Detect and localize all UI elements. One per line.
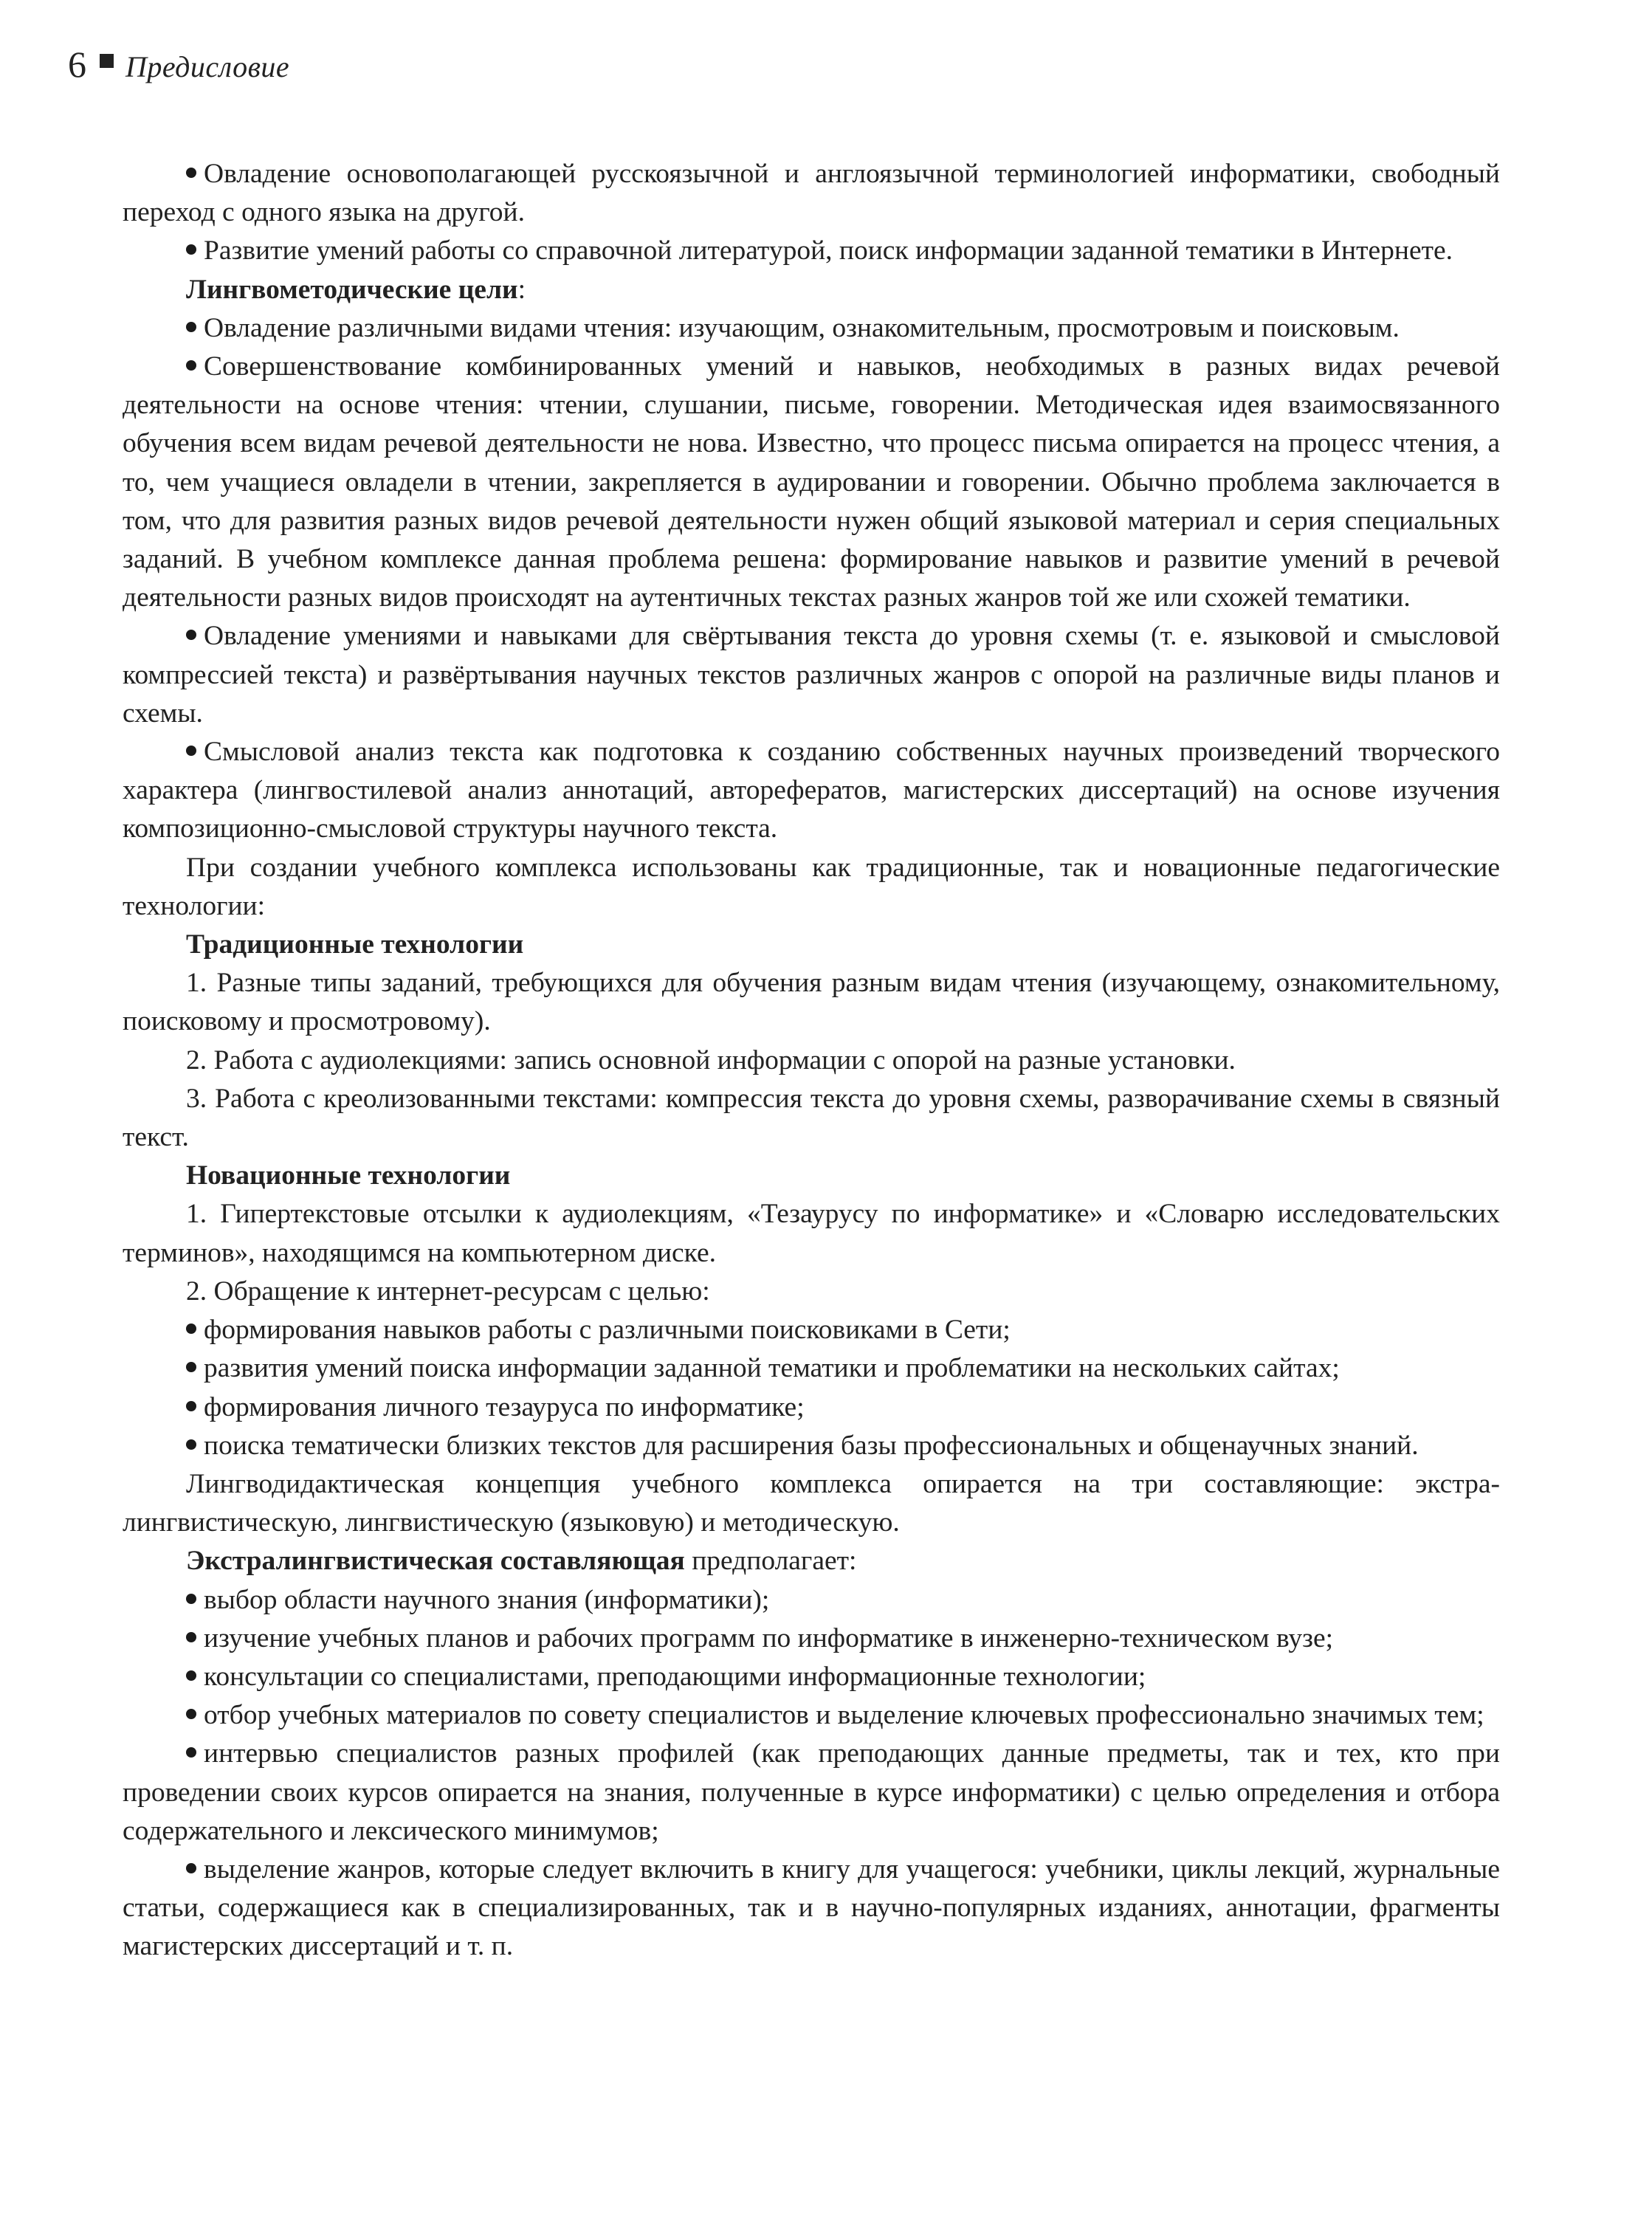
paragraph-text: Развитие умений работы со справочной литературой, поиск информации заданной тематики в Интернете. (204, 235, 1453, 266)
bullet-paragraph (123, 1388, 1500, 1427)
running-head (68, 46, 289, 83)
subheading-linguomethodical-goals (123, 271, 1500, 309)
paragraph-text: выделение жанров, которые следует включить в книгу для учащегося: учебники, циклы лекций, журнальные статьи, содержащиеся как в специализированных, так и в научно-популярных изданиях, аннотации, фрагменты магистерских диссертаций и т. п. (123, 1853, 1500, 1962)
paragraph-text: формирования навыков работы с различными поисковиками в Сети; (204, 1315, 1011, 1346)
subheading-traditional-technologies (123, 926, 1500, 964)
paragraph-text: Овладение различными видами чтения: изучающим, ознакомительным, просмотровым и поисковым. (204, 312, 1400, 343)
section-title: Предисловие (125, 50, 290, 83)
bullet-icon (186, 1709, 196, 1719)
paragraph-text: консультации со специалистами, преподающими информационные технологии; (204, 1661, 1146, 1692)
bullet-paragraph (123, 1696, 1500, 1735)
numbered-paragraph: 3. Работа с креолизованными текстами: компрессия текста до уровня схемы, разворачивание схемы в связный текст. (123, 1083, 1500, 1153)
bullet-icon (186, 1863, 196, 1873)
bullet-icon (186, 168, 196, 178)
bullet-paragraph (123, 1311, 1500, 1349)
plain-paragraph: При создании учебного комплекса использованы как традиционные, так и новационные педагогические технологии: (123, 852, 1500, 921)
bullet-paragraph (123, 617, 1500, 733)
bullet-paragraph (123, 1851, 1500, 1966)
page-body (123, 155, 1500, 1966)
paragraph-text: интервью специалистов разных профилей (как преподающих данные предметы, так и тех, кто при проведении своих курсов опирается на знания, полученные в курсе информатики) с целью определения и отбора содержательного и лексического минимумов; (123, 1738, 1500, 1846)
bullet-paragraph (123, 309, 1500, 348)
paragraph-text: изучение учебных планов и рабочих программ по информатике в инженерно-техническом вузе; (204, 1622, 1334, 1653)
plain-paragraph: Лингводидактическая концепция учебного комплекса опирается на три составляющие: экстралингвистическую, лингвистическую (языковую) и методическую. (123, 1468, 1500, 1538)
bullet-icon (186, 322, 196, 332)
numbered-paragraph: 1. Разные типы заданий, требующихся для обучения разным видам чтения (изучающему, ознакомительному, поисковому и просмотровому). (123, 968, 1500, 1037)
bullet-paragraph (123, 1581, 1500, 1620)
bullet-icon (186, 1362, 196, 1372)
bullet-icon (186, 1401, 196, 1411)
bullet-paragraph (123, 348, 1500, 617)
bullet-icon (186, 244, 196, 255)
paragraph-text: Овладение основополагающей русскоязычной и англоязычной терминологией информатики, свободный переход с одного языка на другой. (123, 159, 1500, 228)
subheading-text: Экстралингвистическая составляющая (186, 1546, 685, 1577)
numbered-paragraph: 2. Обращение к интернет-ресурсам с целью: (186, 1276, 710, 1307)
subheading-text: Новационные технологии (186, 1160, 511, 1191)
paragraph-text: Овладение умениями и навыками для свёртывания текста до уровня схемы (т. е. языковой и смысловой компрессией текста) и развёртывания научных текстов различных жанров с опорой на различные виды планов и схемы. (123, 621, 1500, 729)
bullet-icon (186, 1439, 196, 1450)
subheading-suffix: : (517, 274, 526, 305)
numbered-paragraph: 1. Гипертекстовые отсылки к аудиолекциям, «Тезаурусу по информатике» и «Словарю исследовательских терминов», находящимся на компьютерном диске. (123, 1199, 1500, 1268)
paragraph-text: формирования личного тезауруса по информатике; (204, 1391, 805, 1422)
bullet-icon (186, 1594, 196, 1604)
subheading-innovative-technologies (123, 1157, 1500, 1195)
subheading-text: Традиционные технологии (186, 929, 524, 960)
bullet-icon (186, 1324, 196, 1334)
bullet-paragraph (123, 1735, 1500, 1851)
black-square-icon (100, 54, 114, 68)
bullet-icon (186, 630, 196, 640)
bullet-icon (186, 1632, 196, 1642)
paragraph-text: Совершенствование комбинированных умений и навыков, необходимых в разных видах речевой деятельности на основе чтения: чтении, слушании, письме, говорении. Методическая идея взаимосвязанного обучения всем видам речевой деятельности не нова. Известно, что процесс письма опирается на процесс чтения, а то, чем учащиеся овладели в чтении, закрепляется в аудировании и говорении. Обычно проблема заключается в том, что для развития разных видов речевой деятельности нужен общий языковой материал и серия специальных заданий. В учебном комплексе данная проблема решена: формирование навыков и развитие умений в речевой деятельности разных видов происходят на аутентичных текстах разных жанров той же или схожей тематики. (123, 351, 1500, 613)
bullet-paragraph (123, 1658, 1500, 1696)
paragraph-text: поиска тематически близких текстов для расширения базы профессиональных и общенаучных знаний. (204, 1430, 1419, 1461)
bullet-paragraph (123, 1620, 1500, 1658)
page-number: 6 (68, 44, 86, 85)
bullet-paragraph (123, 232, 1500, 270)
bullet-paragraph (123, 1349, 1500, 1388)
subheading-suffix: предполагает: (684, 1546, 857, 1577)
bullet-icon (186, 1747, 196, 1758)
bullet-icon (186, 746, 196, 756)
subheading-extralinguistic-component (123, 1542, 1500, 1580)
bullet-icon (186, 1670, 196, 1681)
paragraph-text: развития умений поиска информации заданной тематики и проблематики на нескольких сайтах; (204, 1353, 1340, 1384)
paragraph-text: выбор области научного знания (информатики); (204, 1584, 770, 1615)
bullet-icon (186, 360, 196, 371)
bullet-paragraph (123, 155, 1500, 232)
bullet-paragraph (123, 1427, 1500, 1465)
subheading-text: Лингвометодические цели (186, 274, 518, 305)
bullet-paragraph (123, 733, 1500, 849)
numbered-paragraph: 2. Работа с аудиолекциями: запись основной информации с опорой на разные установки. (186, 1044, 1236, 1075)
paragraph-text: Смысловой анализ текста как подготовка к созданию собственных научных произведений творческого характера (лингвостилевой анализ аннотаций, авторефератов, магистерских диссертаций) на основе изучения композиционно-смысловой структуры научного текста. (123, 737, 1500, 844)
paragraph-text: отбор учебных материалов по совету специалистов и выделение ключевых профессионально значимых тем; (204, 1700, 1484, 1731)
